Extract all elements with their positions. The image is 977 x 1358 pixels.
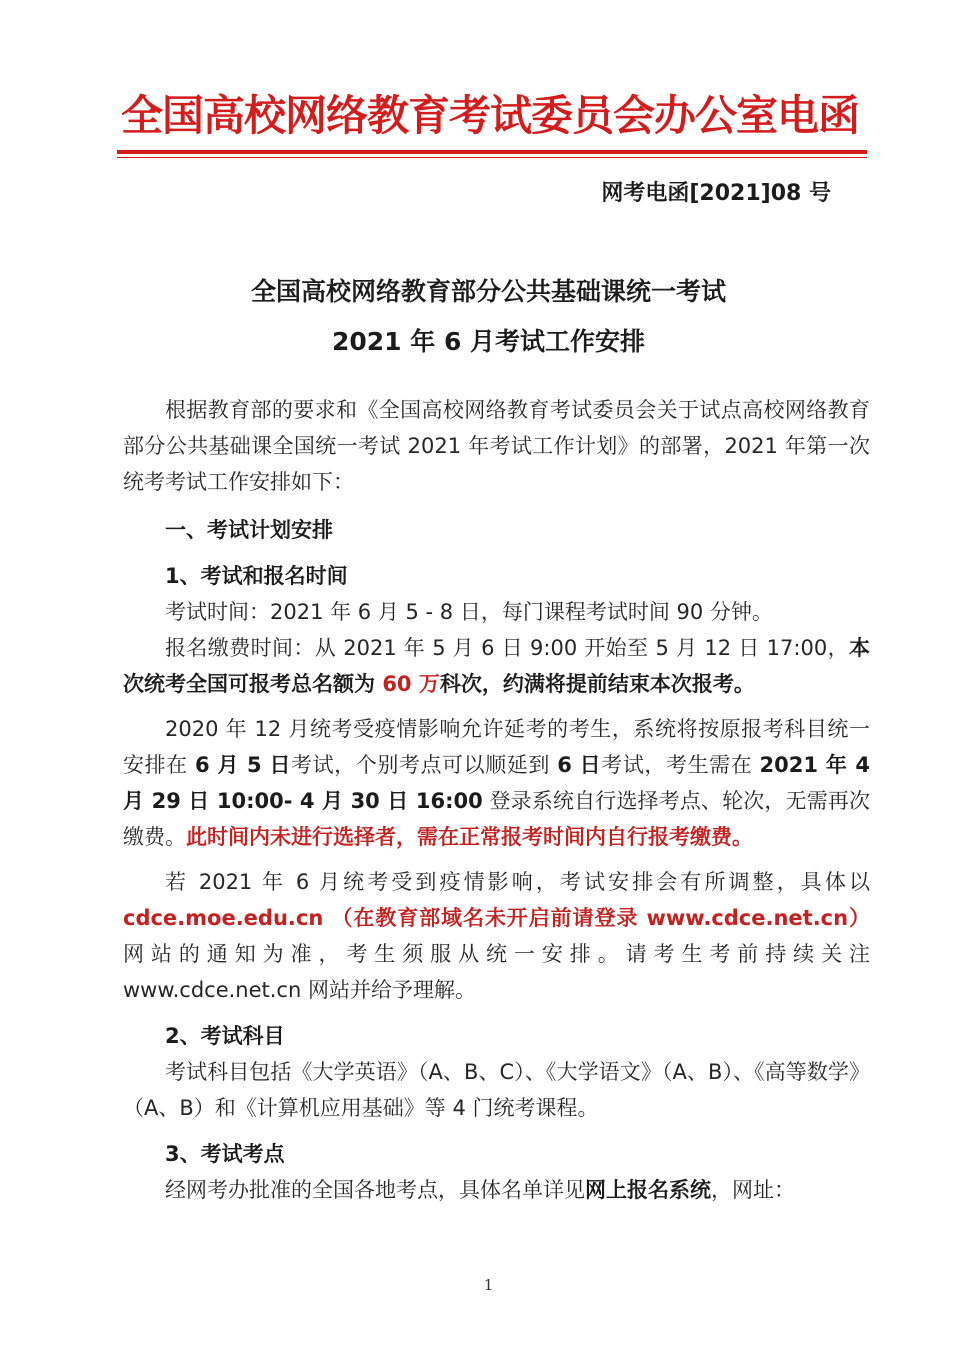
- document-title-line2: 2021 年 6 月考试工作安排: [331, 327, 646, 356]
- deferral-paragraph: [123, 711, 870, 855]
- deferral-warning: 此时间内未进行选择者，需在正常报考时间内自行报考缴费。: [186, 825, 753, 849]
- intro-paragraph: 根据教育部的要求和《全国高校网络教育考试委员会关于试点高校网络教育部分公共基础课全国统一考试 2021 年考试工作计划》的部署，2021 年第一次统考考试工作安排如下：: [123, 398, 870, 494]
- deferral-date-2: 6 日: [557, 753, 602, 777]
- deferral-text-3: 考试，考生需在: [601, 753, 760, 777]
- document-title-line1: 全国高校网络教育部分公共基础课统一考试: [250, 277, 726, 306]
- section1-heading: 一、考试计划安排: [165, 518, 333, 542]
- page-number: 1: [483, 1276, 494, 1294]
- document-body: [123, 392, 870, 1208]
- quota-text-b: 科次，约满将提前结束本次报考。: [439, 672, 755, 696]
- deferral-date-1: 6 月 5 日: [194, 753, 292, 777]
- deferral-text-4: 登录系统自行选择考点、轮次，无需再次缴费。: [123, 789, 870, 849]
- letterhead-rule-thick: [117, 150, 867, 154]
- deferral-window: 2021 年 4 月 29 日 10:00- 4 月 30 日 16:00: [123, 753, 870, 813]
- covid-paragraph: [123, 864, 870, 1008]
- registration-paragraph: [123, 630, 870, 702]
- test-centers-text-1: 经网考办批准的全国各地考点，具体名单详见: [165, 1178, 585, 1202]
- test-centers-text-2: ，网址：: [711, 1178, 795, 1202]
- covid-text-1: 若 2021 年 6 月统考受到疫情影响，考试安排会有所调整，具体以: [165, 870, 870, 894]
- online-registration-system-text: 网上报名系统: [585, 1178, 711, 1202]
- deferral-text-2: 考试，个别考点可以顺延到: [291, 753, 558, 777]
- subsection2-heading: 2、考试科目: [165, 1024, 285, 1048]
- letterhead-rule-thin: [117, 157, 867, 158]
- document-number: 网考电函[2021]08 号: [601, 181, 831, 206]
- subsection3-heading: 3、考试考点: [165, 1142, 285, 1166]
- subjects-paragraph: 考试科目包括《大学英语》（A、B、C）、《大学语文》（A、B）、《高等数学》（A、B）和《计算机应用基础》等 4 门统考课程。: [123, 1060, 870, 1120]
- registration-time-text: 报名缴费时间：从 2021 年 5 月 6 日 9:00 开始至 5 月 12 日 17:00，: [165, 636, 849, 660]
- official-website-text: cdce.moe.edu.cn （在教育部域名未开启前请登录 www.cdce.net.cn）: [123, 906, 870, 930]
- quota-text-a: 本次统考全国可报考总名额为: [123, 636, 870, 696]
- deferral-text-1: 2020 年 12 月统考受疫情影响允许延考的考生，系统将按原报考科目统一安排在: [123, 717, 870, 777]
- exam-time-paragraph: 考试时间：2021 年 6 月 5 - 8 日，每门课程考试时间 90 分钟。: [165, 600, 773, 624]
- test-centers-paragraph: [123, 1172, 870, 1208]
- letterhead-title: 全国高校网络教育考试委员会办公室电函: [120, 91, 859, 140]
- subsection1-heading: 1、考试和报名时间: [165, 564, 348, 588]
- covid-text-2: 网站的通知为准，考生须服从统一安排。请考生考前持续关注 www.cdce.net.cn 网站并给予理解。: [123, 942, 870, 1002]
- quota-number: 60 万: [382, 672, 440, 696]
